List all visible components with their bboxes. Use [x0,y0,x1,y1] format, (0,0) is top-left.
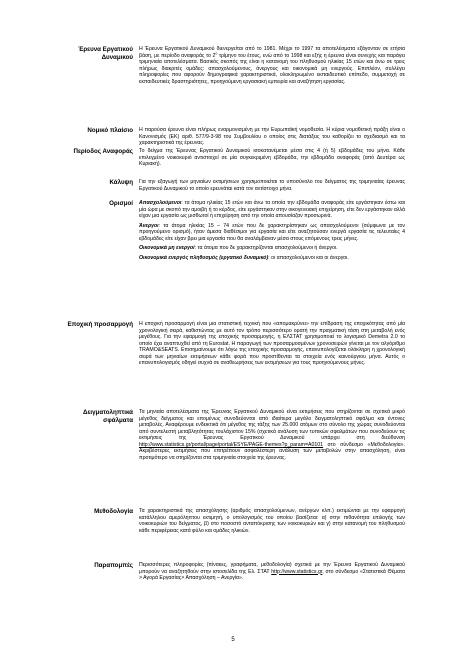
section-content: Η Έρευνα Εργατικού Δυναμικού διενεργείται από το 1981. Μέχρι το 1997 τα αποτελέσματα εξάγονταν σε ετήσια βάση, με περίοδο αναφοράς το $2^o$ τρίμηνο του έτους, ενώ από το 1998 και εξής η έρευνα είναι συνεχής και παράγει τριμηνιαία αποτελέσματα. Βασικός σκοπός της είναι η κατανομή του πληθυσμού ηλικίας 15 ετών και άνω σε τρεις πλήρως διακριτές ομάδες: απασχολούμενους, άνεργους και οικονομικά μη ενεργούς. Επιπλέον, συλλέγει πληροφορίες που αφορούν δημογραφικά χαρακτηριστικά, ολοκληρωμένο εκπαιδευτικό επίπεδο, συμμετοχή σε εκπαιδευτικές δραστηριότητες, προηγούμενη εργασιακή εμπειρία και αναζήτηση εργασίας. [139,46,405,85]
section-content: Το δείγμα της Έρευνας Εργατικού Δυναμικού ισοκατανέμεται μέσα στις 4 (ή 5) εβδομάδες του μήνα. Κάθε επιλεγμένο νοικοκυριό αντιστοιχεί σε μία συγκεκριμένη εβδομάδα, την εβδομάδα αναφοράς (από Δευτέρα ως Κυριακή). [139,148,405,168]
definition-active: Οικονομικά ενεργός πληθυσμός (εργατικό δυναμικό): οι απασχολούμενοι και οι άνεργοι. [139,254,349,261]
section-content: Για την εξαγωγή των μηνιαίων εκτιμήσεων χρησιμοποιείται το υποσύνολο του δείγματος της τριμηνιαίας έρευνας Εργατικού Δυναμικού το οποίο ερευνάται κατά τον αντίστοιχο μήνα. [139,179,405,192]
section-content: Τα χαρακτηριστικά της απασχόλησης (αριθμός απασχολούμενων, ανέργων κλπ.) εκτιμώνται με την εφαρμογή κατάλληλου αμερόληπτου εκτιμητή, ο υπολογισμός του οποίου βασίζεται: α) στην πιθανότητα επιλογής των νοικοκυριών του δείγματος, β) στο ποσοστό ανταπόκρισης των νοικοκυριών και γ) στην κατανομή του πληθυσμού κάθε περιφέρειας κατά φύλο και ομάδες ηλικιών. [139,508,405,534]
section-label: Ορισμοί [109,200,133,207]
section-content: Η εποχική προσαρμογή είναι μια στατιστική τεχνική που «απομακρύνει» την επίδραση της εποχικότητας από μία χρονολογική σειρά, καθιστώντας με αυτό τον τρόπο περισσότερο ορατή την πραγματική τάση στη μεταβολή ενός μεγέθους. Για την εφαρμογή της εποχικής προσαρμογής, η ΕΛΣΤΑΤ χρησιμοποιεί το λογισμικό Demetra 2.0 το οποίο έχει αναπτυχθεί από τη Eurostat. Η παραγωγή των προσαρμοσμένων χρονοσειρών γίνεται με τον αλγόριθμο TRAMO&SEATS. Επισημαίνουμε ότι λόγω της εποχικής προσαρμογής, επανυπολογίζεται ολόκληρη η χρονολογική σειρά των μηνιαίων εκτιμήσεων κάθε φορά που προστίθενται τα στοιχεία ενός καινούργιου μήνα. Αυτός ο επανυπολογισμός οδηγεί συχνά σε αναθεωρήσεις των εκτιμήσεων για τους προηγούμενους μήνες. [139,321,405,367]
section-label: Νομικό πλαίσιο [87,127,133,134]
section-label: Παραπομπές [94,562,133,569]
section-label: Έρευνα Εργατικού Δυναμικού [78,46,133,61]
definition-employed: Απασχολούμενοι: τα άτομα ηλικίας 15 ετών και άνω τα οποία την εβδομάδα αναφοράς είτε εργάστηκαν έστω και μία ώρα με σκοπό την αμοιβή ή το κέρδος, είτε εργάστηκαν στην οικογενειακή επιχείρηση, είτε δεν εργάστηκαν αλλά είχαν μια εργασία ως μισθωτοί ή επιχείρηση από την οποία απουσίαζαν προσωρινά. [139,200,405,220]
section-label: Μεθοδολογία [94,508,133,515]
definition-unemployed: Άνεργοι: τα άτομα ηλικίας 15 – 74 ετών που δε χαρακτηρίστηκαν ως απασχολούμενοι (σύμφωνα με τον προηγούμενο ορισμό), ήταν άμεσα διαθέσιμοι για εργασία και είτε αναζητούσαν ενεργά εργασία τις τελευταίες 4 εβδομάδες είτε είχαν βρει μια εργασία που θα αναλάμβαναν μέσα στους επόμενους τρεις μήνες. [139,222,405,242]
section-content: Περισσότερες πληροφορίες (πίνακες, γραφήματα, μεθοδολογία) σχετικά με την Έρευνα Εργατικού Δυναμικού μπορούν να αναζητηθούν στην ιστοσελίδα της Ελ. ΣΤΑΤ http://www.statistics.gr, στο σύνδεσμο «Στατιστικά Θέματα > Αγορά Εργασίας> Απασχόληση – Ανεργία». [139,562,405,582]
section-content: Τα μηνιαία αποτελέσματα της Έρευνας Εργατικού Δυναμικού είναι εκτιμήσεις που στηρίζονται σε σχετικά μικρό μέγεθος δείγματος και επομένως συνοδεύονται από ιδιαίτερα μεγάλο δειγματοληπτικό σφάλμα και έντονες μεταβολές. Αναφέρουμε ενδεικτικά ότι μέγεθος της τάξης των 25.000 ατόμων στο σύνολο της χώρας συνοδεύονται από συντελεστή μεταβλητότητας τουλάχιστον 15% (σχετικά ανάλυση των τυπικών σφαλμάτων που συνοδεύουν τις εκτιμήσεις της Έρευνας Εργατικού Δυναμικού υπάρχει στη διεύθυνση http://www.statistics.gr/portal/page/portal/ESYE/PAGE-themes?p_param=A0101 στο σύνδεσμο «Μεθοδολογία». Ακριβέστερες εκτιμήσεις που επιτρέπουν ασφαλέστερη ανάλυση των μεταβολών στην απασχόληση, είναι προτιμότερο να στηρίζονται στα τριμηνιαία στοιχεία της έρευνας. [139,409,405,461]
section-content: Η παρούσα έρευνα είναι πλήρως εναρμονισμένη με την Ευρωπαϊκή νομοθεσία. Η κύρια νομοθετική πράξη είναι ο Κανονισμός (ΕΚ) αριθ. 577/9-3-98 του Συμβουλίου ο οποίος στις διατάξεις του καθορίζει το σχεδιασμό και τα χαρακτηριστικά της έρευνας. [139,127,405,147]
section-label: Εποχική προσαρμογή [67,321,133,328]
section-content [139,200,405,264]
statistics-website-link[interactable]: http://www.statistics.gr [271,568,323,575]
page-number: 5 [231,637,235,643]
section-label: Κάλυψη [109,179,133,186]
section-label: Δειγματοληπτικά σφάλματα [83,409,133,424]
statistics-portal-link[interactable]: http://www.statistics.gr/portal/page/portal/ESYE/PAGE-themes?p_param=A0101 [139,441,324,448]
definition-inactive: Οικονομικά μη ενεργοί: τα άτομα που δε χαρακτηρίζονται απασχολούμενοι ή άνεργοι. [139,245,338,252]
section-label: Περίοδος Αναφοράς [73,148,133,155]
